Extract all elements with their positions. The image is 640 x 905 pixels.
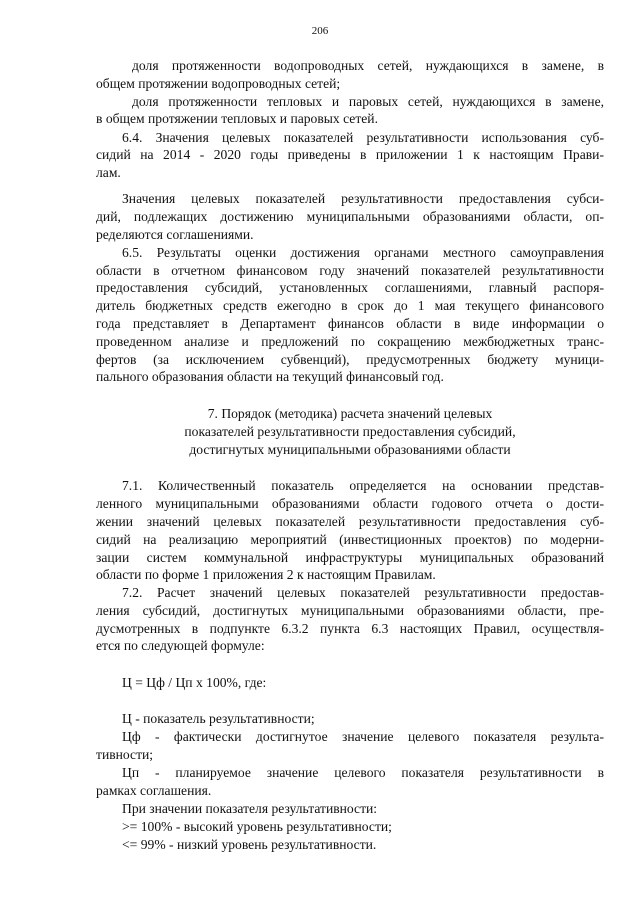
text-line: в общем протяжении тепловых и паровых сетей. [96,111,378,126]
text-line: фертов (за исключением субвенций), предусмотренных бюджету муници- [96,352,604,367]
section-heading: показателей результативности предоставления субсидий, [184,424,516,439]
text-line: Цп - планируемое значение целевого показателя результативности в [122,765,604,780]
formula: Ц = Цф / Цп х 100%, где: [122,675,267,690]
text-line: 7.1. Количественный показатель определяется на основании представ- [122,478,604,493]
text-line: ления субсидий, достигнутых муниципальными образованиями области, пре- [96,603,604,618]
text-line: ленного муниципальными образованиями области годового отчета о дости- [96,496,604,511]
text-line: >= 100% - высокий уровень результативности; [122,819,392,834]
section-heading: 7. Порядок (методика) расчета значений целевых [207,406,493,421]
section-heading: достигнутых муниципальными образованиями области [189,442,511,457]
text-line: зации систем коммунальной инфраструктуры муниципальных образований [96,550,604,565]
text-line: <= 99% - низкий уровень результативности. [122,837,377,852]
text-line: 7.2. Расчет значений целевых показателей результативности предостав- [122,585,604,600]
text-line: пального образования области на текущий финансовый год. [96,369,444,384]
text-line: лам. [96,165,121,180]
page-number: 206 [311,25,329,37]
text-line: сидий на реализацию мероприятий (инвестиционных проектов) по модерни- [96,532,604,547]
text-line: общем протяжении водопроводных сетей; [96,76,341,91]
text-line: сидий на 2014 - 2020 годы приведены в приложении 1 к настоящим Прави- [96,147,604,162]
text-line: доля протяженности водопроводных сетей, нуждающихся в замене, в [132,58,604,73]
text-line: ределяются соглашениями. [96,227,254,242]
text-line: Ц - показатель результативности; [122,711,315,726]
text-line: Цф - фактически достигнутое значение целевого показателя результа- [122,729,604,744]
text-line: области по форме 1 приложения 2 к настоящим Правилам. [96,567,436,582]
text-line: ется по следующей формуле: [96,638,265,653]
text-line: доля протяженности тепловых и паровых сетей, нуждающихся в замене, [132,94,604,109]
text-line: дусмотренных в подпункте 6.3.2 пункта 6.3 настоящих Правил, осуществля- [96,621,604,636]
text-line: дитель бюджетных средств ежегодно в срок до 1 мая текущего финансового [96,298,604,313]
text-line: области в отчетном финансовом году значений показателей результативности [96,263,604,278]
text-line: 6.5. Результаты оценки достижения органами местного самоуправления [122,245,604,260]
text-line: рамках соглашения. [96,783,212,798]
text-line: предоставления субсидий, установленных соглашениями, главный распоря- [96,280,604,295]
text-line: жении значений целевых показателей результативности предоставления суб- [96,514,604,529]
text-line: 6.4. Значения целевых показателей результативности использования суб- [122,130,604,145]
text-line: При значении показателя результативности: [122,801,378,816]
text-line: года представляет в Департамент финансов области в виде информации о [96,316,604,331]
text-line: дий, подлежащих достижению муниципальными образованиями области, оп- [96,209,604,224]
text-line: Значения целевых показателей результативности предоставления субси- [122,191,604,206]
text-line: тивности; [96,747,154,762]
text-line: проведенном анализе и предложений по сокращению межбюджетных транс- [96,334,604,349]
